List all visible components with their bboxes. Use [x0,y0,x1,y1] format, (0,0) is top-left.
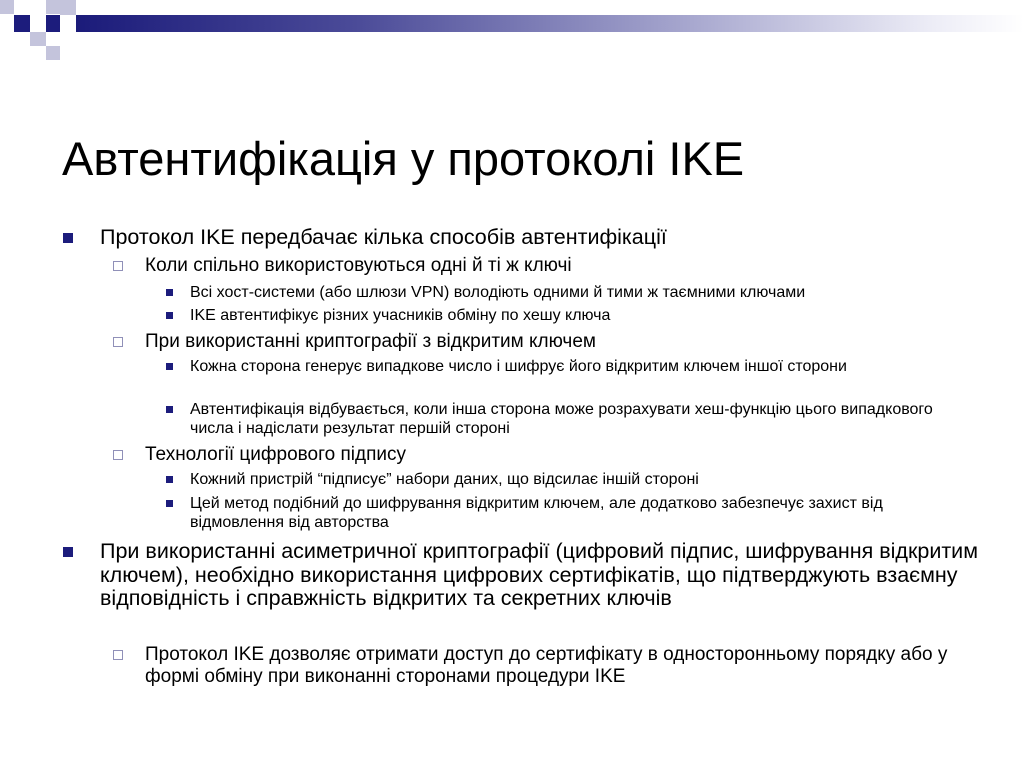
bullet-level3: IKE автентифікує різних учасників обміну по хешу ключа [190,307,611,324]
bullet-level1: Протокол IKE передбачає кілька способів автентифікації [100,225,667,249]
corner-square-light [46,46,60,60]
corner-square-dark [46,15,60,32]
bullet-level2: При використанні криптографії з відкритим ключем [145,331,596,352]
corner-square-light [60,0,76,15]
corner-square-light [0,0,14,14]
bullet-small-square-icon [166,406,173,413]
bullet-level2: Коли спільно використовуються одні й ті ж ключі [145,255,572,276]
bullet-small-square-icon [166,500,173,507]
bullet-small-square-icon [166,289,173,296]
bullet-hollow-square-icon [113,650,123,660]
corner-square-light [46,0,60,14]
bullet-small-square-icon [166,363,173,370]
bullet-level3: Всі хост-системи (або шлюзи VPN) володіють одними й тими ж таємними ключами [190,284,806,301]
corner-square-light [30,32,46,46]
bullet-level2: Протокол IKE дозволяє отримати доступ до сертифікату в односторонньому порядку або у формі обміну при виконанні сторонами процедури IKE [145,644,948,687]
bullet-level3: Кожний пристрій “підписує” набори даних, що відсилає іншій стороні [190,471,699,488]
bullet-square-icon [63,233,73,243]
bullet-level2: Технології цифрового підпису [145,444,406,465]
bullet-small-square-icon [166,476,173,483]
bullet-hollow-square-icon [113,337,123,347]
bullet-hollow-square-icon [113,450,123,460]
corner-square-dark [14,15,30,32]
bullet-level3: Цей метод подібний до шифрування відкритим ключем, але додатково забезпечує захист від відмовлення від авторства [190,495,883,531]
bullet-square-icon [63,547,73,557]
bullet-level3: Кожна сторона генерує випадкове число і шифрує його відкритим ключем іншої сторони [190,358,847,375]
header-gradient-bar [76,15,1024,32]
bullet-level3: Автентифікація відбувається, коли інша сторона може розрахувати хеш-функцію цього випадкового числа і надіслати результат першій стороні [190,401,933,437]
bullet-hollow-square-icon [113,261,123,271]
bullet-level1: При використанні асиметричної криптографії (цифровий підпис, шифрування відкритим ключем), необхідно використання цифрових сертифікатів, що підтверджують взаємну відповідність і справжність відкритих та секретних ключів [100,539,978,610]
slide-title: Автентифікація у протоколі IKE [62,132,745,186]
bullet-small-square-icon [166,312,173,319]
